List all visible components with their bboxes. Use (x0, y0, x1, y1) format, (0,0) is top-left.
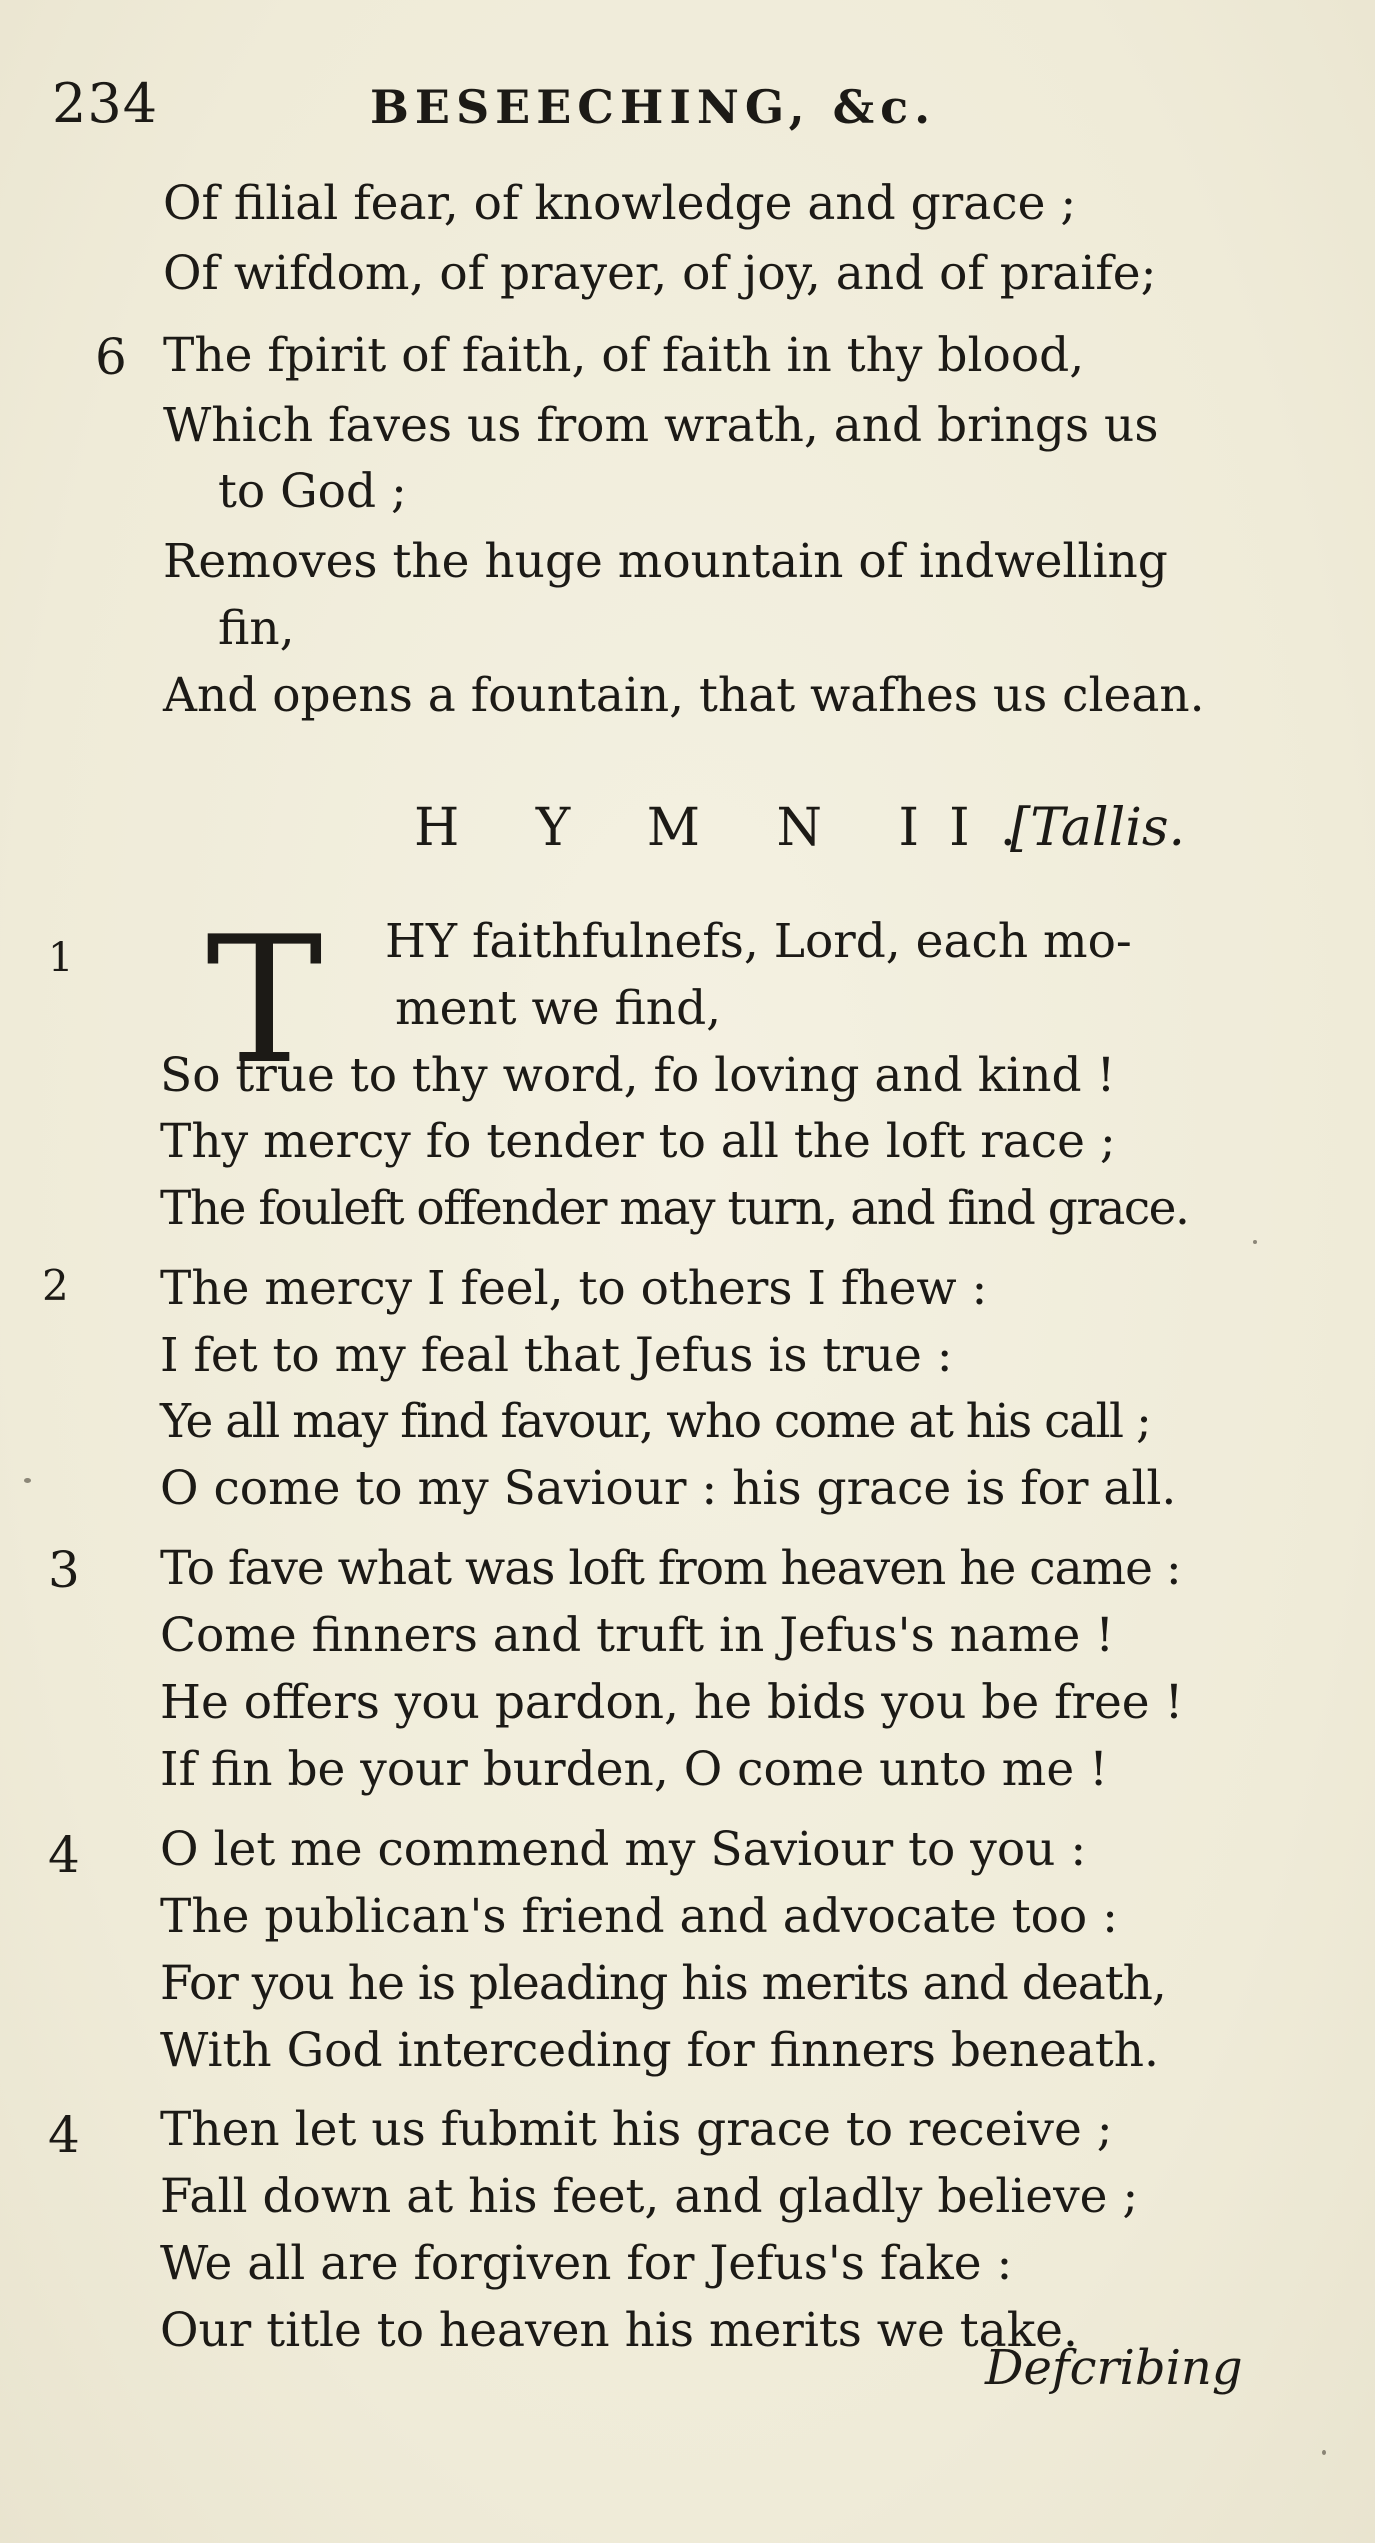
stanza-number: 3 (48, 1541, 80, 1599)
verse-line: So true to thy word, fo loving and kind ! (160, 1048, 1116, 1103)
hymn-title: H Y M N II. (414, 798, 1047, 858)
verse-line: HY faithfulnefs, Lord, each mo- (385, 914, 1132, 969)
verse-line: Our title to heaven his merits we take. (160, 2303, 1078, 2358)
verse-line: ment we find, (395, 981, 722, 1036)
verse-line: The fpirit of faith, of faith in thy blood, (163, 328, 1085, 383)
stanza-number: 6 (95, 328, 127, 386)
stanza-number: 4 (48, 1826, 80, 1884)
verse-line: to God ; (218, 464, 407, 519)
catchword: Defcribing (985, 2340, 1243, 2396)
verse-line: If fin be your burden, O come unto me ! (160, 1742, 1108, 1797)
verse-line: Which faves us from wrath, and brings us (163, 398, 1159, 453)
verse-line: Fall down at his feet, and gladly believe ; (160, 2169, 1139, 2224)
verse-line: To fave what was loft from heaven he came : (160, 1541, 1181, 1596)
verse-line: The publican's friend and advocate too : (160, 1889, 1118, 1944)
verse-line: For you he is pleading his merits and death, (160, 1956, 1166, 2011)
verse-line: Removes the huge mountain of indwelling (163, 534, 1168, 589)
page-number: 234 (52, 72, 159, 135)
verse-line: He offers you pardon, he bids you be free ! (160, 1675, 1184, 1730)
verse-line: fin, (218, 601, 295, 656)
verse-line: Ye all may find favour, who come at his call ; (160, 1394, 1151, 1449)
stanza-number: 1 (48, 935, 74, 981)
running-head: BESEECHING, &c. (370, 80, 937, 134)
verse-line: Thy mercy fo tender to all the loft race ; (160, 1114, 1116, 1169)
page-speck (1253, 1240, 1257, 1244)
verse-line: Of filial fear, of knowledge and grace ; (163, 176, 1077, 231)
verse-line: I fet to my feal that Jefus is true : (160, 1328, 953, 1383)
stanza-number: 2 (42, 1261, 69, 1310)
verse-line: The mercy I feel, to others I fhew : (160, 1261, 988, 1316)
verse-line: The fouleft offender may turn, and find grace. (160, 1181, 1189, 1236)
verse-line: Then let us fubmit his grace to receive ; (160, 2102, 1113, 2157)
verse-line: With God interceding for finners beneath. (160, 2023, 1159, 2078)
page-speck (1322, 2450, 1326, 2455)
verse-line: Come finners and truft in Jefus's name ! (160, 1608, 1115, 1663)
verse-line: We all are forgiven for Jefus's fake : (160, 2236, 1013, 2291)
verse-line: Of wifdom, of prayer, of joy, and of praife; (163, 246, 1157, 301)
page-header (52, 62, 1332, 142)
verse-line: And opens a fountain, that wafhes us clean. (163, 668, 1205, 723)
verse-line: O come to my Saviour : his grace is for all. (160, 1461, 1177, 1516)
stanza-number: 4 (48, 2106, 80, 2164)
page-speck (24, 1478, 31, 1483)
tune-name: [Tallis. (1010, 798, 1186, 858)
drop-cap: T (206, 900, 323, 1103)
verse-line: O let me commend my Saviour to you : (160, 1822, 1087, 1877)
